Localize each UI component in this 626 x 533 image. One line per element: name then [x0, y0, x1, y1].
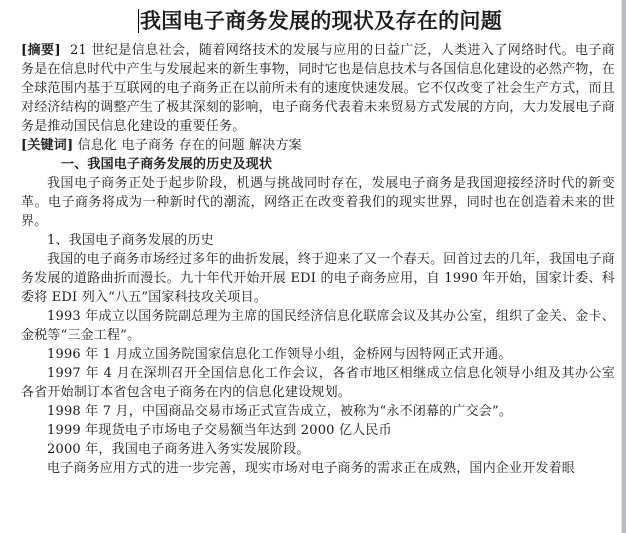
document-title-text: 我国电子商务发展的现状及存在的问题: [139, 8, 503, 33]
text-cursor: [138, 9, 139, 33]
document-body: [21, 6, 615, 478]
page-edge: [622, 0, 626, 533]
abstract-label: [摘要]: [21, 43, 61, 58]
abstract-paragraph: [21, 41, 615, 136]
event-paragraph: 1999 年现货电子市场电子交易额当年达到 2000 亿人民币: [47, 423, 392, 438]
event-paragraph: 2000 年，我国电子商务进入务实发展阶段。: [47, 442, 310, 457]
section1-heading: 一、我国电子商务发展的历史及现状: [61, 157, 273, 172]
event-paragraph: 1993 年成立以国务院副总理为主席的国民经济信息化联席会议及其办公室，组织了金关、金卡、金税等“三金工程”。: [21, 309, 615, 343]
history-paragraph: 我国的电子商务市场经过多年的曲折发展，终于迎来了又一个春天。回首过去的几年，我国电子商务发展的道路曲折而漫长。九十年代开始开展 EDI 的电子商务应用，自 1990 年开始，国家计委、科委将 EDI 列入“八五”国家科技攻关项目。: [21, 252, 615, 305]
keywords-text: 信息化 电子商务 存在的问题 解决方案: [77, 138, 302, 153]
document-title: [21, 6, 615, 36]
last-paragraph: 电子商务应用方式的进一步完善，现实市场对电子商务的需求正在成熟，国内企业开发着眼: [47, 461, 576, 476]
event-paragraph: 1998 年 7 月，中国商品交易市场正式宣告成立，被称为“永不闭幕的广交会”。: [47, 404, 513, 419]
keywords-label: [关键词]: [21, 138, 74, 153]
subsection1-heading: 1、我国电子商务发展的历史: [47, 233, 214, 248]
abstract-text: 21 世纪是信息社会，随着网络技术的发展与应用的日益广泛，人类进入了网络时代。电子商务是在信息时代中产生与发展起来的新生事物，同时它也是信息技术与各国信息化建设的必然产物，在全球范围内基于互联网的电子商务正在以前所未有的速度快速发展。它不仅改变了社会生产方式，而且对经济结构的调整产生了极其深刻的影响，电子商务代表着未来贸易方式发展的方向，大力发展电子商务是推动国民信息化建设的重要任务。: [21, 43, 616, 134]
section1-paragraph: 我国电子商务正处于起步阶段，机遇与挑战同时存在，发展电子商务是我国迎接经济时代的新变革。电子商务将成为一种新时代的潮流，网络正在改变着我们的现实世界，同时也在创造着未来的世界。: [21, 176, 615, 229]
event-paragraph: 1996 年 1 月成立国务院国家信息化工作领导小组，金桥网与因特网正式开通。: [47, 347, 512, 362]
event-paragraph: 1997 年 4 月在深圳召开全国信息化工作会议，各省市地区相继成立信息化领导小组及其办公室各省开始制订本省包含电子商务在内的信息化建设规划。: [21, 366, 615, 400]
keywords-paragraph: [21, 136, 615, 155]
